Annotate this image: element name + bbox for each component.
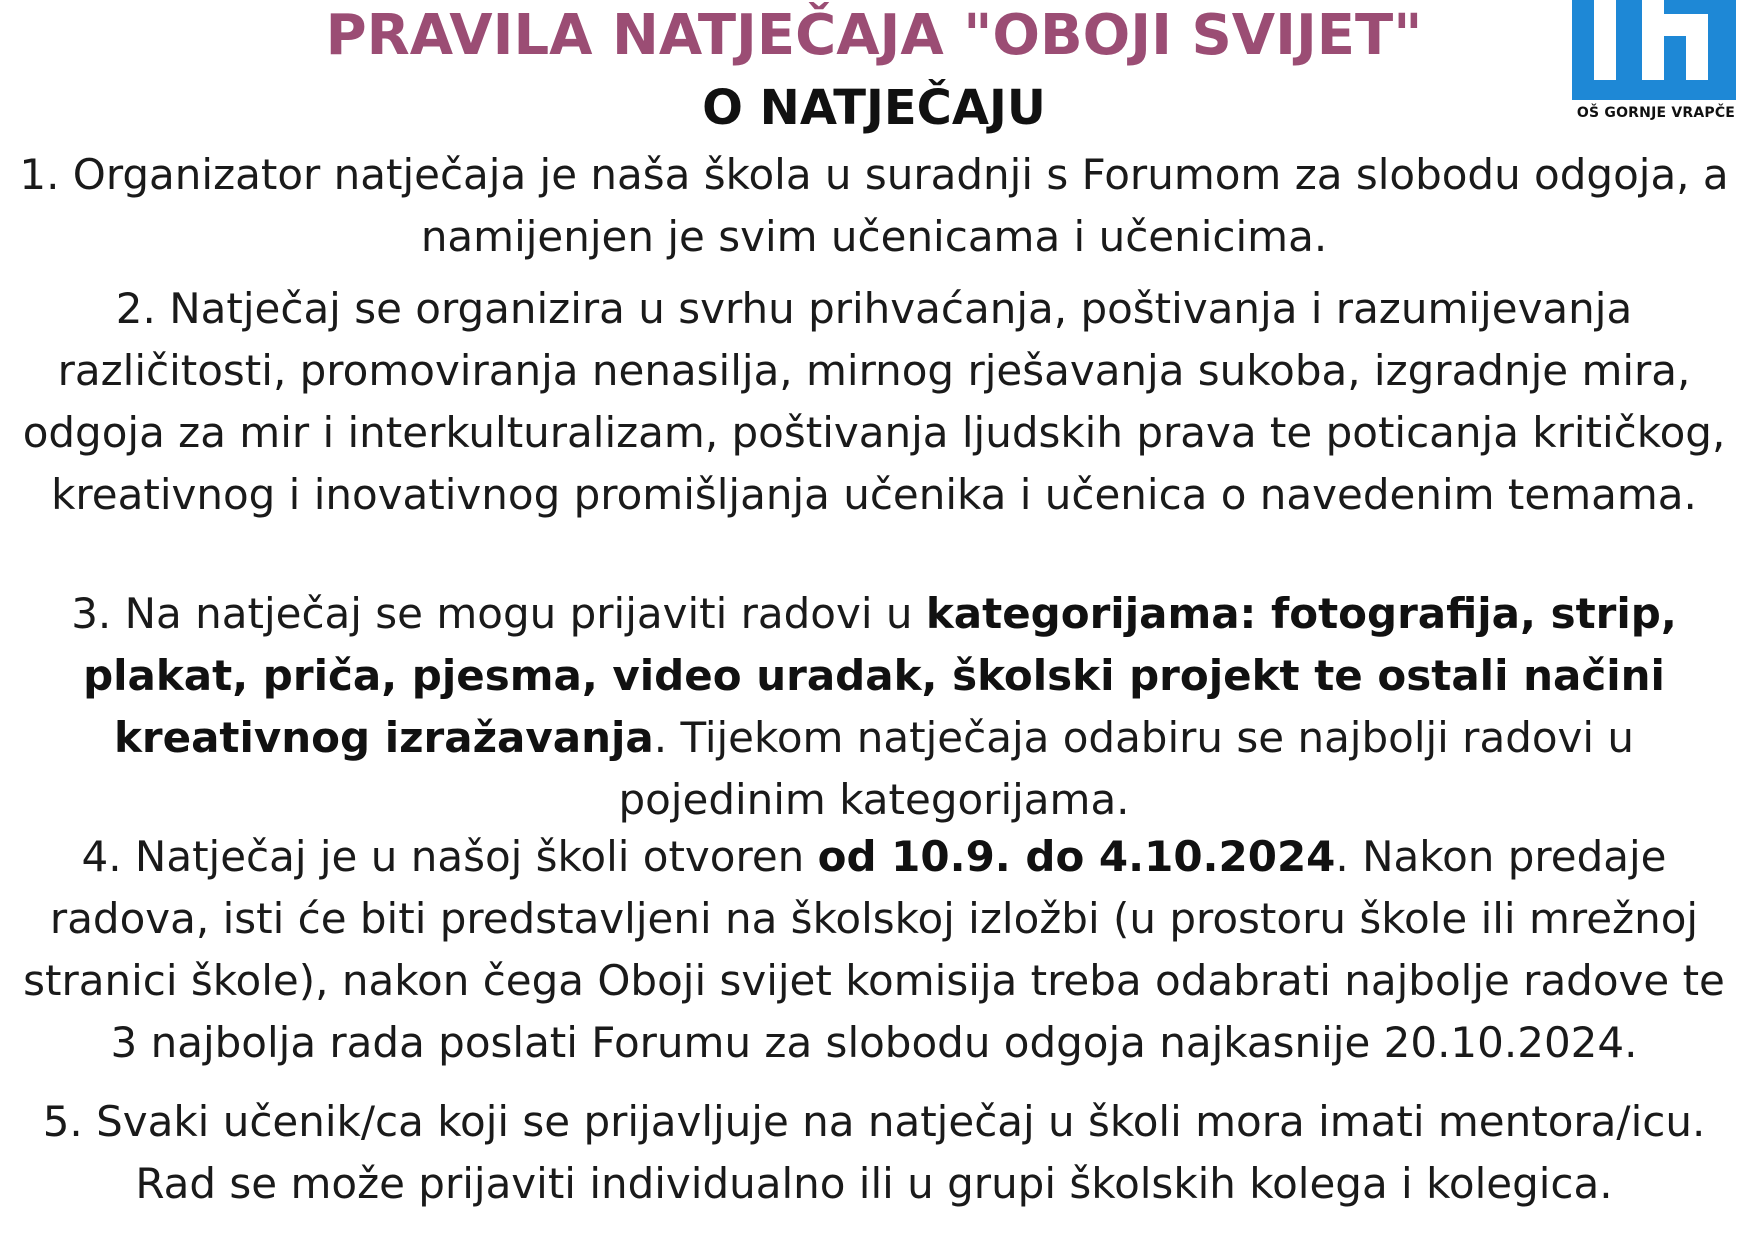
rule-5: 5. Svaki učenik/ca koji se prijavljuje na natječaj u školi mora imati mentora/icu. Rad se može prijaviti individualno ili u grupi školskih kolega i kolegica. <box>42 1097 1706 1208</box>
rule-3-outro: . Tijekom natječaja odabiru se najbolji radovi u pojedinim kategorijama. <box>618 713 1635 824</box>
logo-caption: OŠ GORNJE VRAPČE <box>1576 105 1736 121</box>
rule-4 <box>4 826 1744 1074</box>
rule-3-intro: 3. Na natječaj se mogu prijaviti radovi u <box>71 589 926 638</box>
rule-4-dates: od 10.9. do 4.10.2024 <box>817 832 1336 881</box>
rule-3-categories: kategorijama: fotografija, strip, plakat, priča, pjesma, video uradak, školski projekt te ostali načini kreativnog izražavanja <box>83 589 1677 762</box>
page-title: PRAVILA NATJEČAJA "OBOJI SVIJET" <box>325 3 1423 68</box>
logo-stroke-right-down <box>1686 14 1708 80</box>
rule-4-intro: 4. Natječaj je u našoj školi otvoren <box>81 832 818 881</box>
section-heading: O NATJEČAJU <box>702 80 1046 136</box>
rule-3 <box>4 583 1744 831</box>
rule-4-outro: . Nakon predaje radova, isti će biti predstavljeni na školskoj izložbi (u prostoru škole ili mrežnoj stranici škole), nakon čega Oboji svijet komisija treba odabrati najbolje radove te 3 najbolja rada poslati Forumu za slobodu odgoja najkasnije 20.10.2024. <box>23 832 1725 1067</box>
logo-stroke-middle <box>1642 0 1664 80</box>
rule-2: 2. Natječaj se organizira u svrhu prihvaćanja, poštivanja i razumijevanja različitosti, promoviranja nenasilja, mirnog rješavanja sukoba, izgradnje mira, odgoja za mir i interkulturalizam, poštivanja ljudskih prava te poticanja kritičkog, kreativnog i inovativnog promišljanja učenika i učenica o navedenim temama. <box>22 284 1726 519</box>
rule-1: 1. Organizator natječaja je naša škola u suradnji s Forumom za slobodu odgoja, a namijenjen je svim učenicama i učenicima. <box>19 150 1729 261</box>
logo-stroke-left <box>1594 0 1616 80</box>
